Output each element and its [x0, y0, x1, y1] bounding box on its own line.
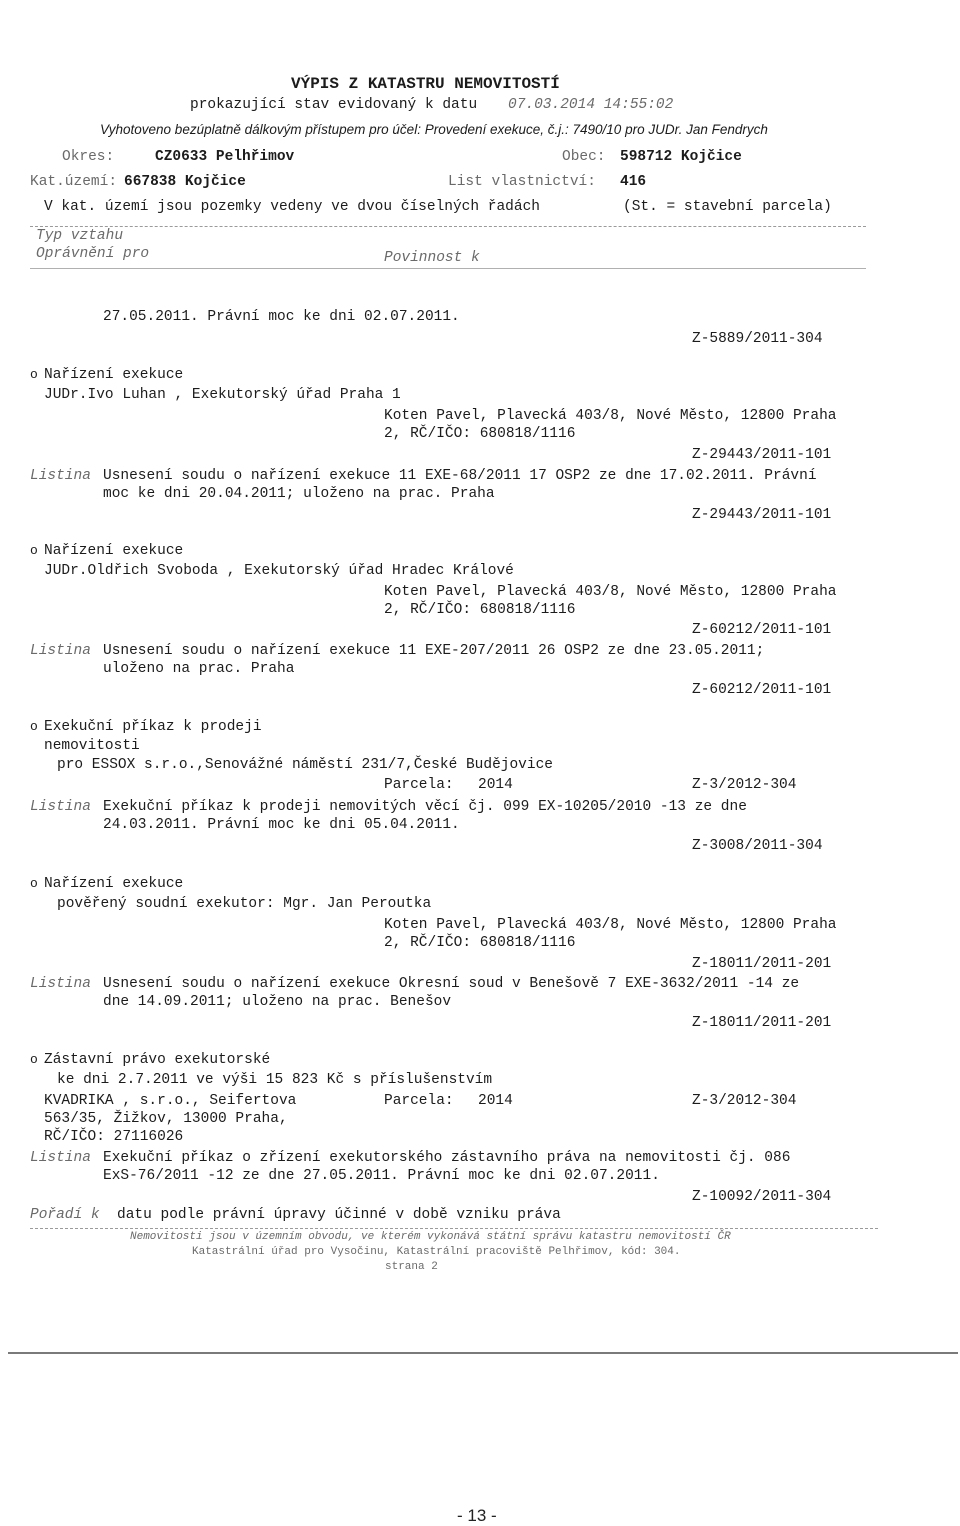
listina-line-2: 24.03.2011. Právní moc ke dni 05.04.2011. [103, 817, 460, 833]
listina-label: Listina [30, 643, 91, 659]
entry-party: JUDr.Ivo Luhan , Exekutorský úřad Praha 1 [44, 387, 401, 403]
entry-title-line-2: nemovitosti [44, 738, 140, 754]
entry-title: Nařízení exekuce [44, 543, 184, 559]
listina-line-1: Exekuční příkaz o zřízení exekutorského zástavního práva na nemovitosti čj. 086 [103, 1150, 791, 1166]
listina-label: Listina [30, 1150, 91, 1166]
entry-ref: Z-18011/2011-201 [692, 956, 832, 972]
parcela-label: Parcela: [384, 1093, 454, 1109]
subtitle-prefix: prokazující stav evidovaný k datu [190, 97, 478, 113]
entry-obliged-line-1: Koten Pavel, Plavecká 403/8, Nové Město, 12800 Praha [384, 408, 837, 424]
obec-value: 598712 Kojčice [620, 149, 742, 165]
footer-line-2: Katastrální úřad pro Vysočinu, Katastrální pracoviště Pelhřimov, kód: 304. [192, 1246, 681, 1258]
listina-line-2: uloženo na prac. Praha [103, 661, 295, 677]
entry-bullet: o [30, 1052, 38, 1067]
entry-ref: Z-3/2012-304 [692, 777, 797, 793]
page-break-line [8, 1352, 958, 1354]
first-block-date-line: 27.05.2011. Právní moc ke dni 02.07.2011. [103, 309, 460, 325]
entry-party: JUDr.Oldřich Svoboda , Exekutorský úřad Hradec Králové [44, 563, 514, 579]
entry-bullet: o [30, 876, 38, 891]
parcela-value: 2014 [478, 1093, 513, 1109]
entry-party: pověřený soudní exekutor: Mgr. Jan Peroutka [57, 896, 432, 912]
entry-obliged-line-2: 2, RČ/IČO: 680818/1116 [384, 935, 576, 951]
col-opravneni-pro: Oprávnění pro [36, 246, 150, 262]
listina-ref: Z-60212/2011-101 [692, 682, 832, 698]
list-value: 416 [620, 174, 647, 190]
entry-title: Nařízení exekuce [44, 876, 184, 892]
entry-ref: Z-3/2012-304 [692, 1093, 797, 1109]
table-header-divider [30, 268, 866, 269]
col-povinnost-k: Povinnost k [384, 250, 480, 266]
entry-title-line-1: Exekuční příkaz k prodeji [44, 719, 262, 735]
listina-line-1: Usnesení soudu o nařízení exekuce 11 EXE-68/2011 17 OSP2 ze dne 17.02.2011. Právní [103, 468, 817, 484]
okres-label: Okres: [62, 149, 115, 165]
entry-bullet: o [30, 543, 38, 558]
footer-line-1: Nemovitosti jsou v územním obvodu, ve kterém vykonává státní správu katastru nemovitostí ČR [130, 1231, 731, 1243]
katuzemi-label: Kat.území: [30, 174, 118, 190]
entry-ref: Z-60212/2011-101 [692, 622, 832, 638]
footer-line-3: strana 2 [385, 1261, 438, 1273]
entry-party: pro ESSOX s.r.o.,Senovážné náměstí 231/7,České Budějovice [57, 757, 553, 773]
document-title: VÝPIS Z KATASTRU NEMOVITOSTÍ [291, 75, 560, 93]
parcela-label: Parcela: [384, 777, 454, 793]
listina-line-1: Usnesení soudu o nařízení exekuce 11 EXE-207/2011 26 OSP2 ze dne 23.05.2011; [103, 643, 765, 659]
entry-title: Zástavní právo exekutorské [44, 1052, 271, 1068]
entry-bullet: o [30, 367, 38, 382]
listina-label: Listina [30, 976, 91, 992]
listina-ref: Z-29443/2011-101 [692, 507, 832, 523]
entry-obliged-line-1: Koten Pavel, Plavecká 403/8, Nové Město, 12800 Praha [384, 584, 837, 600]
listina-label: Listina [30, 799, 91, 815]
entry-party-line-3: RČ/IČO: 27116026 [44, 1129, 184, 1145]
listina-line-1: Usnesení soudu o nařízení exekuce Okresní soud v Benešově 7 EXE-3632/2011 -14 ze [103, 976, 800, 992]
header-divider [30, 226, 866, 227]
poradi-text: datu podle právní úpravy účinné v době vzniku práva [117, 1207, 561, 1223]
list-label: List vlastnictví: [448, 174, 596, 190]
listina-ref: Z-18011/2011-201 [692, 1015, 832, 1031]
series-note-paren: (St. = stavební parcela) [623, 199, 832, 215]
listina-ref: Z-10092/2011-304 [692, 1189, 832, 1205]
entry-obliged-line-1: Koten Pavel, Plavecká 403/8, Nové Město, 12800 Praha [384, 917, 837, 933]
entry-party-line-2: 563/35, Žižkov, 13000 Praha, [44, 1111, 288, 1127]
listina-line-1: Exekuční příkaz k prodeji nemovitých věcí čj. 099 EX-10205/2010 -13 ze dne [103, 799, 747, 815]
listina-line-2: dne 14.09.2011; uloženo na prac. Benešov [103, 994, 452, 1010]
listina-ref: Z-3008/2011-304 [692, 838, 823, 854]
listina-line-2: ExS-76/2011 -12 ze dne 27.05.2011. Právní moc ke dni 02.07.2011. [103, 1168, 660, 1184]
entry-obliged-line-2: 2, RČ/IČO: 680818/1116 [384, 602, 576, 618]
subtitle-datetime: 07.03.2014 14:55:02 [508, 97, 674, 113]
poradi-label: Pořadí k [30, 1207, 100, 1223]
entry-title: Nařízení exekuce [44, 367, 184, 383]
listina-line-2: moc ke dni 20.04.2011; uloženo na prac. Praha [103, 486, 495, 502]
entry-ref: Z-29443/2011-101 [692, 447, 832, 463]
entry-bullet: o [30, 719, 38, 734]
listina-label: Listina [30, 468, 91, 484]
entry-party-line-1: KVADRIKA , s.r.o., Seifertova [44, 1093, 297, 1109]
series-note: V kat. území jsou pozemky vedeny ve dvou číselných řadách [44, 199, 540, 215]
first-block-ref: Z-5889/2011-304 [692, 331, 823, 347]
obec-label: Obec: [562, 149, 606, 165]
page-number: - 13 - [457, 1506, 497, 1525]
okres-value: CZ0633 Pelhřimov [155, 149, 295, 165]
col-typ-vztahu: Typ vztahu [36, 228, 124, 244]
issued-note: Vyhotoveno bezúplatně dálkovým přístupem pro účel: Provedení exekuce, č.j.: 7490/10 pro JUDr. Jan Fendrych [100, 122, 768, 137]
katuzemi-value: 667838 Kojčice [124, 174, 246, 190]
entry-obliged-line-2: 2, RČ/IČO: 680818/1116 [384, 426, 576, 442]
entry-amount: ke dni 2.7.2011 ve výši 15 823 Kč s příslušenstvím [57, 1072, 493, 1088]
parcela-value: 2014 [478, 777, 513, 793]
